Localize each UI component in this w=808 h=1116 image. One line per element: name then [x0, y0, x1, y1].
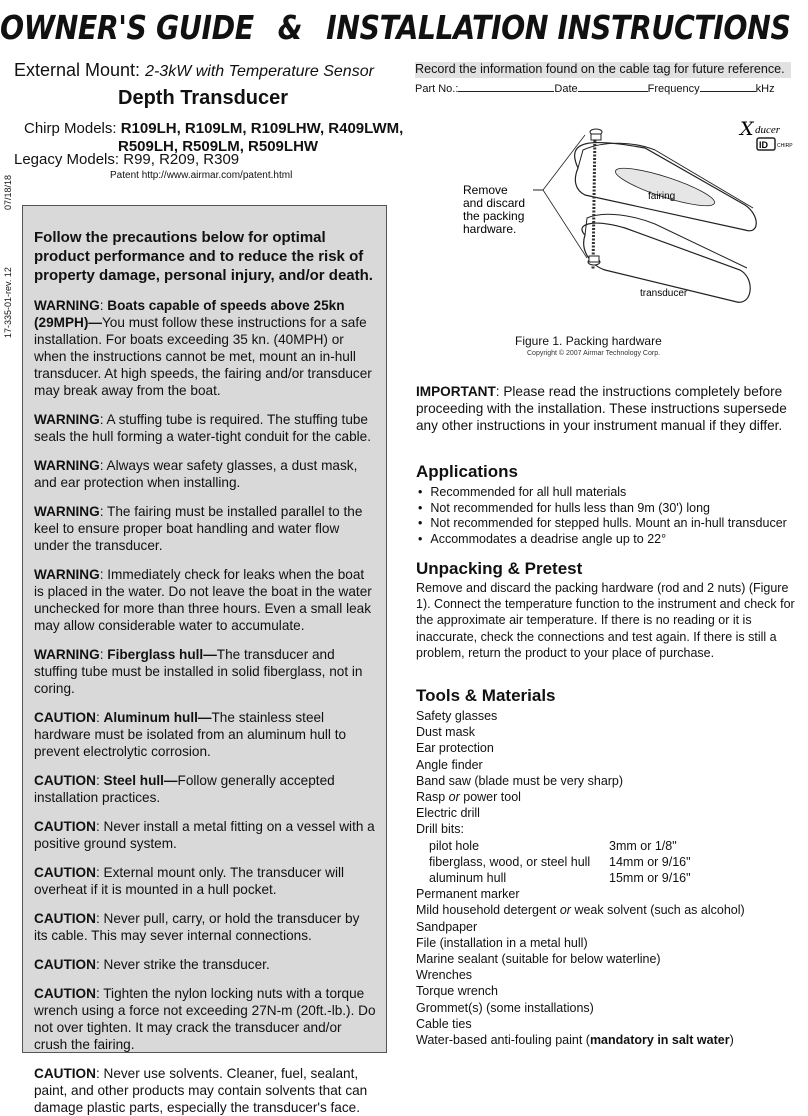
warning-text: You must follow these instructions for a safe installation. For boats exceeding 35 kn. (40MPH) or when the instructions cannot be met, mount an in-hull transducer. At high speeds, the fairing and/or transducer may break away from the boat. — [34, 315, 372, 398]
fairing-label: fairing — [648, 191, 676, 202]
fairing-shape — [575, 143, 757, 231]
patent-link[interactable]: Patent http://www.airmar.com/patent.html — [110, 170, 293, 181]
callout-line-3: the packing — [463, 209, 525, 223]
list-item: Angle finder — [416, 757, 483, 772]
record-fields — [415, 83, 775, 95]
warning-bold: Boats capable of speeds above 25kn (29MPH)— — [34, 298, 345, 330]
callout-line-1: Remove — [463, 183, 508, 197]
warning-text: Always wear safety glasses, a dust mask, and ear protection when installing. — [34, 458, 358, 490]
warning-paragraph: CAUTION: Tighten the nylon locking nuts with a torque wrench using a force not exceeding 27N-m (20ft.-lb.). Do not over tighten. It may crack the transducer and/or crush the fairing. — [34, 986, 376, 1052]
list-item: • Not recommended for stepped hulls. Mount an in-hull transducer — [416, 516, 804, 532]
list-item: Cable ties — [416, 1016, 472, 1031]
paint-bold: mandatory in salt water — [589, 1033, 730, 1048]
warning-label: CAUTION — [34, 710, 96, 725]
transducer-label: transducer — [640, 288, 688, 299]
warning-label: WARNING — [34, 412, 100, 427]
warning-label: CAUTION — [34, 819, 96, 834]
bit-size: 3mm or 1/8" — [609, 838, 677, 853]
warning-paragraph: CAUTION: Aluminum hull—The stainless steel hardware must be isolated from an aluminum hull to prevent electrolytic corrosion. — [34, 710, 347, 759]
warning-label: CAUTION — [34, 911, 96, 926]
list-item: Marine sealant (suitable for below waterline) — [416, 952, 661, 967]
applications-list — [416, 485, 804, 547]
bit-name: aluminum hull — [429, 871, 507, 886]
product-name: Depth Transducer — [118, 87, 289, 109]
part-no-blank[interactable] — [458, 83, 554, 92]
warning-text: Immediately check for leaks when the boat is placed in the water. Do not leave the boat in the water unchecked for more than three hours. Even a small leak may allow considerable water to accumulate. — [34, 567, 372, 633]
paint-b: ) — [729, 1033, 734, 1048]
warning-label: WARNING — [34, 647, 100, 662]
warning-paragraph: CAUTION: Never install a metal fitting on a vessel with a positive ground system. — [34, 819, 375, 851]
unpacking-heading: Unpacking & Pretest — [416, 559, 583, 578]
subtitle-prefix: External Mount: — [14, 60, 141, 80]
date-blank[interactable] — [578, 83, 648, 92]
important-label: IMPORTANT — [416, 384, 496, 399]
logo-chirp: CHIRP — [777, 143, 793, 149]
warning-text: Follow generally accepted installation practices. — [34, 773, 335, 805]
list-item: Band saw (blade must be very sharp) — [416, 773, 624, 788]
applications-heading: Applications — [416, 462, 519, 481]
tools-heading: Tools & Materials — [416, 686, 556, 705]
warning-label: WARNING — [34, 458, 100, 473]
warning-paragraph: WARNING: The fairing must be installed parallel to the keel to ensure proper boat handling and water flow under the transducer. — [34, 504, 363, 553]
record-note: Record the information found on the cable tag for future reference. — [415, 62, 791, 78]
logo-x: X — [740, 118, 754, 140]
list-item: • Accommodates a deadrise angle up to 22° — [416, 532, 804, 548]
rasp-or: or — [448, 790, 460, 805]
unpacking-text: Remove and discard the packing hardware (rod and 2 nuts) (Figure 1). Connect the temperature function to the instrument and check for the approximate air temperature. If there is no reading or it is inaccurate, check the connections and test again. If there is still a problem, return the product to your place of purchase. — [416, 581, 795, 660]
drill-bit-row — [416, 838, 804, 854]
list-item: Drill bits: — [416, 822, 464, 837]
xducer-logo — [738, 118, 793, 150]
drill-bit-row — [416, 870, 804, 886]
warning-label: WARNING — [34, 298, 100, 313]
warning-label: CAUTION — [34, 986, 96, 1001]
warning-label: CAUTION — [34, 773, 96, 788]
doc-revision: 17-335-01-rev. 12 — [3, 267, 13, 338]
paint-a: Water-based anti-fouling paint ( — [416, 1033, 590, 1048]
list-item: Electric drill — [416, 806, 480, 821]
warning-paragraph: CAUTION: Never strike the transducer. — [34, 957, 270, 972]
figure-caption: Figure 1. Packing hardware — [515, 334, 662, 348]
warning-text: Tighten the nylon locking nuts with a torque wrench using a force not exceeding 27N-m (20ft.-lb.). Do not over tighten. It may crack the transducer and/or crush the fairing. — [34, 986, 376, 1052]
list-item — [416, 902, 804, 918]
warning-paragraph: WARNING: A stuffing tube is required. The stuffing tube seals the hull forming a water-tight conduit for the cable. — [34, 412, 372, 444]
khz-label: kHz — [755, 83, 775, 95]
detergent-or: or — [559, 903, 571, 918]
warning-label: CAUTION — [34, 957, 96, 972]
legacy-label: Legacy Models: — [14, 151, 120, 168]
list-item: Dust mask — [416, 725, 476, 740]
list-item: Ear protection — [416, 741, 494, 756]
logo-id: ID — [759, 140, 768, 150]
subtitle-detail: 2-3kW with Temperature Sensor — [145, 63, 374, 80]
warnings-list — [34, 297, 376, 1116]
figure-copyright: Copyright © 2007 Airmar Technology Corp. — [527, 350, 661, 357]
legacy-models — [14, 151, 239, 168]
title-left: OWNER'S GUIDE — [0, 8, 254, 47]
list-item: Grommet(s) (some installations) — [416, 1000, 594, 1015]
list-item: Permanent marker — [416, 887, 520, 902]
warning-paragraph: CAUTION: Never pull, carry, or hold the transducer by its cable. This may sever internal connections. — [34, 911, 360, 943]
warning-text: The transducer and stuffing tube must be installed in solid fiberglass, not in coring. — [34, 647, 363, 696]
warning-paragraph: CAUTION: External mount only. The transducer will overheat if it is mounted in a hull pocket. — [34, 865, 345, 897]
warning-text: A stuffing tube is required. The stuffing tube seals the hull forming a water-tight conduit for the cable. — [34, 412, 372, 444]
chirp-line1: R109LH, R109LM, R109LHW, R409LWM, — [120, 120, 404, 137]
warning-text: Never use solvents. Cleaner, fuel, sealant, paint, and other products may contain solvents that can damage plastic parts, especially the transducer's face. — [34, 1066, 368, 1115]
important-text: : Please read the instructions completely before proceeding with the installation. These instructions supersede any other instructions in your instrument manual if they differ. — [416, 384, 787, 433]
logo-word: ducer — [755, 124, 781, 136]
warning-text: The stainless steel hardware must be isolated from an aluminum hull to prevent electrolytic corrosion. — [34, 710, 347, 759]
warning-label: CAUTION — [34, 865, 96, 880]
warning-paragraph: CAUTION: Never use solvents. Cleaner, fuel, sealant, paint, and other products may contain solvents that can damage plastic parts, especially the transducer's face. — [34, 1066, 368, 1115]
warning-label: CAUTION — [34, 1066, 96, 1081]
list-item: Torque wrench — [416, 984, 498, 999]
warnings-lead: Follow the precautions below for optimal product performance and to reduce the risk of property damage, personal injury, and/or death. — [34, 229, 373, 284]
warning-paragraph: WARNING: Always wear safety glasses, a dust mask, and ear protection when installing. — [34, 458, 358, 490]
tools-list — [416, 708, 804, 1048]
list-item: File (installation in a metal hull) — [416, 935, 588, 950]
bit-name: pilot hole — [429, 838, 480, 853]
list-item — [416, 1032, 804, 1048]
chirp-label: Chirp Models: — [24, 120, 117, 137]
warning-bold: Steel hull— — [103, 773, 178, 788]
title-amp: & — [277, 8, 303, 47]
detergent-b: weak solvent (such as alcohol) — [570, 903, 745, 918]
warning-bold: Fiberglass hull— — [107, 647, 217, 662]
warnings-box — [22, 205, 387, 1115]
rasp-a: Rasp — [416, 790, 449, 805]
drill-bit-row — [416, 854, 804, 870]
rasp-b: power tool — [459, 790, 521, 805]
warning-text: The fairing must be installed parallel to the keel to ensure proper boat handling and water flow under the transducer. — [34, 504, 363, 553]
warning-label: WARNING — [34, 567, 100, 582]
warning-paragraph: WARNING: Immediately check for leaks when the boat is placed in the water. Do not leave the boat in the water unchecked for more than three hours. Even a small leak may allow considerable water to accumulate. — [34, 567, 372, 633]
callout-line-2: and discard — [463, 196, 526, 210]
chirp-line2: R509LH, R509LM, R509LHW — [118, 138, 319, 155]
list-item: Sandpaper — [416, 919, 478, 934]
page-title — [0, 8, 791, 47]
doc-date: 07/18/18 — [3, 174, 13, 210]
warning-text: Never pull, carry, or hold the transducer by its cable. This may sever internal connections. — [34, 911, 360, 943]
detergent-a: Mild household detergent — [416, 903, 560, 918]
list-item: Wrenches — [416, 968, 473, 983]
title-right: INSTALLATION INSTRUCTIONS — [326, 8, 791, 47]
frequency-label: Frequency — [647, 83, 700, 95]
warning-text: Never strike the transducer. — [103, 957, 270, 972]
warning-label: WARNING — [34, 504, 100, 519]
warning-paragraph: CAUTION: Steel hull—Follow generally accepted installation practices. — [34, 773, 335, 805]
bit-size: 14mm or 9/16" — [609, 854, 691, 869]
bit-name: fiberglass, wood, or steel hull — [429, 854, 591, 869]
important-note — [416, 383, 796, 434]
warning-paragraph: WARNING: Fiberglass hull—The transducer and stuffing tube must be installed in solid fiberglass, not in coring. — [34, 647, 363, 696]
part-no-label: Part No.: — [415, 83, 459, 95]
warning-text: Never install a metal fitting on a vessel with a positive ground system. — [34, 819, 375, 851]
list-item: • Not recommended for hulls less than 9m (30') long — [416, 501, 804, 517]
list-item — [416, 789, 804, 805]
warning-bold: Aluminum hull— — [103, 710, 212, 725]
bit-size: 15mm or 9/16" — [609, 871, 691, 886]
warning-text: External mount only. The transducer will overheat if it is mounted in a hull pocket. — [34, 865, 345, 897]
frequency-blank[interactable] — [700, 83, 756, 92]
date-label: Date — [554, 83, 578, 95]
warning-paragraph: WARNING: Boats capable of speeds above 25kn (29MPH)—You must follow these instructions for a safe installation. For boats exceeding 35 kn. (40MPH) or when the instructions cannot be met, mount an in-hull transducer. At high speeds, the fairing and/or transducer may break away from the boat. — [34, 298, 372, 398]
callout-line-4: hardware. — [463, 222, 517, 236]
legacy-list: R99, R209, R309 — [123, 151, 240, 168]
list-item: • Recommended for all hull materials — [416, 485, 804, 501]
packing-hardware-figure — [415, 110, 795, 360]
subtitle — [14, 60, 374, 81]
list-item: Safety glasses — [416, 709, 498, 723]
